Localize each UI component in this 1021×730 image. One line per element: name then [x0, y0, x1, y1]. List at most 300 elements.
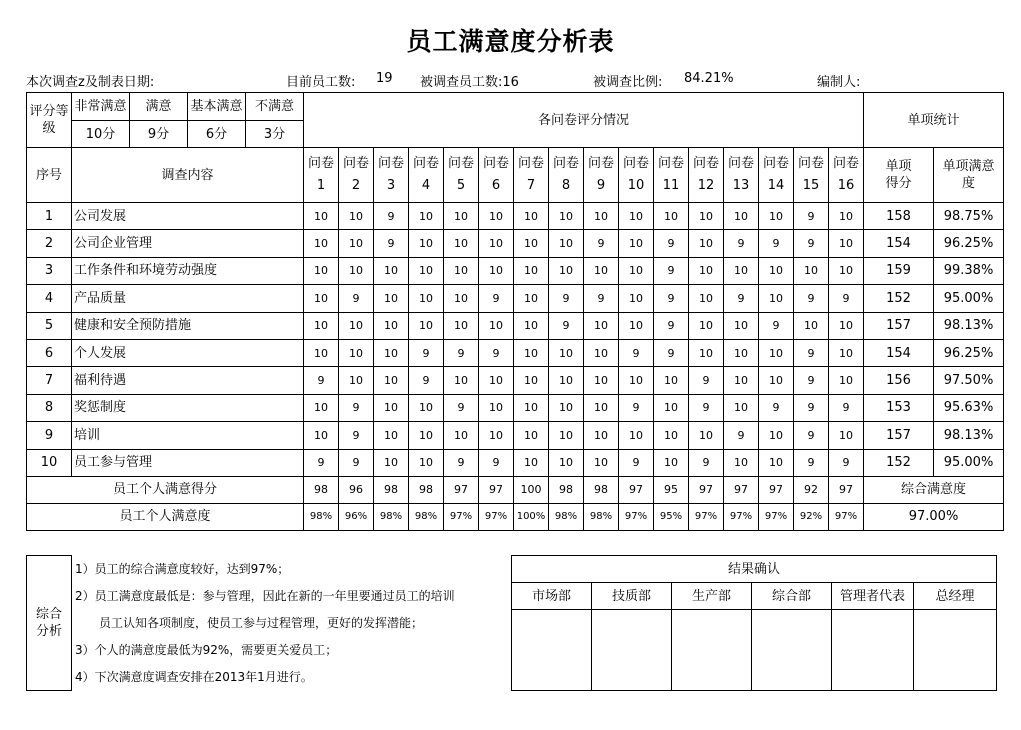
score-cell: 10 [374, 312, 409, 339]
score-cell: 9 [549, 285, 584, 312]
questionnaire-header [829, 148, 864, 203]
score-cell: 10 [584, 312, 619, 339]
score-cell: 10 [374, 339, 409, 366]
questionnaire-number: 12 [697, 178, 715, 193]
score-cell: 10 [724, 312, 759, 339]
row-item: 产品质量 [72, 285, 304, 312]
score-cell: 10 [374, 449, 409, 476]
score-cell: 10 [409, 230, 444, 257]
personal-pct-cell: 96% [339, 503, 374, 530]
ratio-label: 被调查比例: [593, 75, 663, 90]
score-cell: 9 [409, 367, 444, 394]
questionnaire-label: 问卷 [622, 156, 649, 171]
score-cell: 10 [619, 203, 654, 230]
personal-pct-cell: 97% [689, 503, 724, 530]
score-cell: 10 [514, 367, 549, 394]
score-cell: 10 [549, 257, 584, 284]
score-cell: 9 [724, 422, 759, 449]
score-cell: 10 [549, 449, 584, 476]
personal-score-row [27, 476, 1004, 503]
table-row [27, 257, 1004, 284]
personal-score-label: 员工个人满意得分 [27, 476, 304, 503]
score-cell: 9 [619, 339, 654, 366]
questionnaire-label: 问卷 [727, 156, 754, 171]
score-cell: 9 [654, 257, 689, 284]
score-cell: 9 [619, 394, 654, 421]
score-cell: 10 [619, 312, 654, 339]
questionnaire-header [409, 148, 444, 203]
table-row [27, 422, 1004, 449]
overall-value: 97.00% [864, 503, 1004, 530]
score-cell: 9 [584, 285, 619, 312]
score-cell: 10 [374, 394, 409, 421]
score-cell: 9 [304, 367, 339, 394]
table-row [27, 203, 1004, 230]
score-cell: 10 [654, 367, 689, 394]
item-score: 153 [864, 394, 934, 421]
questionnaire-number: 10 [627, 178, 645, 193]
score-cell: 10 [409, 285, 444, 312]
analysis-line: 员工认知各项制度，使员工参与过程管理，更好的发挥潜能； [72, 610, 512, 637]
questionnaire-header [619, 148, 654, 203]
questionnaire-header [689, 148, 724, 203]
score-cell: 10 [689, 422, 724, 449]
department-signature-cell[interactable] [592, 610, 672, 691]
score-cell: 10 [304, 339, 339, 366]
item-satisfaction: 98.75% [934, 203, 1004, 230]
score-cell: 10 [444, 203, 479, 230]
questionnaire-label: 问卷 [517, 156, 544, 171]
questionnaire-label: 问卷 [482, 156, 509, 171]
personal-score-cell: 98 [374, 476, 409, 503]
personal-pct-cell: 92% [794, 503, 829, 530]
score-cell: 10 [759, 285, 794, 312]
score-cell: 10 [619, 367, 654, 394]
questionnaire-header [444, 148, 479, 203]
row-item: 个人发展 [72, 339, 304, 366]
item-satisfaction: 95.63% [934, 394, 1004, 421]
row-item: 福利待遇 [72, 367, 304, 394]
row-index: 2 [27, 230, 72, 257]
personal-score-cell: 97 [689, 476, 724, 503]
item-score: 154 [864, 230, 934, 257]
score-cell: 10 [514, 257, 549, 284]
analysis-line: 2）员工满意度最低是：参与管理，因此在新的一年里要通过员工的培训 [72, 583, 512, 610]
questionnaire-label: 问卷 [552, 156, 579, 171]
questionnaire-number: 15 [802, 178, 820, 193]
score-cell: 9 [829, 285, 864, 312]
score-cell: 10 [549, 394, 584, 421]
score-cell: 10 [339, 203, 374, 230]
table-row [27, 230, 1004, 257]
questionnaire-label: 问卷 [447, 156, 474, 171]
table-row [27, 367, 1004, 394]
analysis-label: 综合分析 [27, 556, 72, 691]
score-cell: 10 [409, 422, 444, 449]
grade-level-name: 基本满意 [188, 93, 246, 121]
grade-label: 评分等级 [27, 93, 72, 148]
score-cell: 10 [584, 203, 619, 230]
row-index: 9 [27, 422, 72, 449]
score-cell: 10 [759, 367, 794, 394]
personal-pct-cell: 98% [374, 503, 409, 530]
personal-score-cell: 97 [829, 476, 864, 503]
score-cell: 10 [724, 449, 759, 476]
row-item: 奖惩制度 [72, 394, 304, 421]
score-cell: 9 [794, 367, 829, 394]
score-cell: 9 [829, 394, 864, 421]
score-cell: 10 [339, 312, 374, 339]
score-cell: 10 [829, 367, 864, 394]
item-score: 158 [864, 203, 934, 230]
personal-pct-cell: 98% [584, 503, 619, 530]
questionnaire-label: 问卷 [762, 156, 789, 171]
score-cell: 10 [619, 257, 654, 284]
item-satisfaction: 99.38% [934, 257, 1004, 284]
score-cell: 10 [304, 230, 339, 257]
questionnaire-number: 4 [421, 178, 431, 193]
row-index: 6 [27, 339, 72, 366]
row-index: 3 [27, 257, 72, 284]
questionnaire-header [374, 148, 409, 203]
questionnaire-number: 3 [386, 178, 396, 193]
item-score: 152 [864, 449, 934, 476]
score-cell: 9 [794, 339, 829, 366]
current-staff-label: 目前员工数: [286, 75, 356, 90]
score-cell: 9 [794, 422, 829, 449]
questionnaire-header [514, 148, 549, 203]
questionnaire-number: 2 [351, 178, 361, 193]
personal-pct-label: 员工个人满意度 [27, 503, 304, 530]
row-item: 健康和安全预防措施 [72, 312, 304, 339]
score-cell: 10 [479, 367, 514, 394]
item-score: 157 [864, 312, 934, 339]
score-cell: 10 [724, 203, 759, 230]
score-cell: 10 [444, 312, 479, 339]
score-cell: 10 [409, 449, 444, 476]
score-cell: 9 [689, 394, 724, 421]
questionnaire-label: 问卷 [342, 156, 369, 171]
analysis-table [26, 555, 997, 691]
score-cell: 10 [724, 339, 759, 366]
table-row [27, 339, 1004, 366]
score-cell: 9 [479, 449, 514, 476]
personal-pct-cell: 98% [549, 503, 584, 530]
personal-score-cell: 97 [479, 476, 514, 503]
score-cell: 10 [304, 312, 339, 339]
score-cell: 9 [479, 285, 514, 312]
score-cell: 10 [549, 203, 584, 230]
questionnaire-label: 问卷 [377, 156, 404, 171]
score-cell: 10 [409, 394, 444, 421]
grade-level-name: 不满意 [246, 93, 304, 121]
analysis-line: 1）员工的综合满意度较好，达到97%； [72, 556, 512, 583]
personal-score-cell: 98 [409, 476, 444, 503]
department-signature-cell[interactable] [512, 610, 592, 691]
score-cell: 10 [829, 422, 864, 449]
department-header: 综合部 [752, 583, 832, 610]
item-satisfaction: 98.13% [934, 312, 1004, 339]
row-index: 8 [27, 394, 72, 421]
score-cell: 10 [689, 285, 724, 312]
score-cell: 9 [794, 394, 829, 421]
score-cell: 9 [339, 449, 374, 476]
score-cell: 10 [339, 339, 374, 366]
questionnaire-number: 11 [662, 178, 680, 193]
ratio-value: 84.21% [684, 71, 734, 86]
surveyed-staff-label: 被调查员工数:16 [420, 75, 519, 90]
personal-pct-cell: 97% [724, 503, 759, 530]
score-cell: 9 [409, 339, 444, 366]
score-cell: 10 [619, 285, 654, 312]
score-cell: 10 [829, 230, 864, 257]
score-cell: 9 [444, 394, 479, 421]
score-cell: 10 [724, 367, 759, 394]
score-cell: 9 [654, 339, 689, 366]
questionnaire-label: 问卷 [587, 156, 614, 171]
questionnaire-header [304, 148, 339, 203]
survey-date-label: 本次调查z及制表日期: [26, 75, 155, 90]
row-item: 员工参与管理 [72, 449, 304, 476]
score-cell: 9 [689, 367, 724, 394]
row-index: 5 [27, 312, 72, 339]
questionnaire-number: 13 [732, 178, 750, 193]
personal-pct-cell: 97% [619, 503, 654, 530]
questionnaire-number: 1 [316, 178, 326, 193]
overall-label: 综合满意度 [864, 476, 1004, 503]
grade-level-score: 9分 [130, 121, 188, 148]
score-cell: 10 [514, 285, 549, 312]
questionnaire-header [339, 148, 374, 203]
personal-pct-cell: 98% [409, 503, 444, 530]
item-satisfaction: 95.00% [934, 285, 1004, 312]
score-cell: 9 [724, 230, 759, 257]
personal-pct-cell: 97% [479, 503, 514, 530]
analysis-line: 4）下次满意度调查安排在2013年1月进行。 [72, 664, 512, 691]
score-cell: 10 [584, 339, 619, 366]
personal-score-cell: 97 [724, 476, 759, 503]
score-cell: 10 [374, 422, 409, 449]
score-cell: 10 [829, 312, 864, 339]
score-cell: 9 [759, 394, 794, 421]
score-cell: 10 [689, 230, 724, 257]
personal-pct-row [27, 503, 1004, 530]
score-cell: 10 [339, 230, 374, 257]
score-cell: 9 [304, 449, 339, 476]
item-satisfaction: 96.25% [934, 230, 1004, 257]
department-signature-cell[interactable] [832, 610, 914, 691]
item-score: 156 [864, 367, 934, 394]
score-cell: 10 [514, 422, 549, 449]
score-cell: 10 [549, 422, 584, 449]
questionnaire-number: 16 [837, 178, 855, 193]
item-satisfaction: 96.25% [934, 339, 1004, 366]
score-cell: 9 [339, 422, 374, 449]
item-satisfaction-header: 单项满意度 [934, 148, 1004, 203]
score-cell: 10 [304, 285, 339, 312]
score-cell: 9 [759, 230, 794, 257]
score-cell: 9 [654, 285, 689, 312]
score-cell: 10 [619, 422, 654, 449]
item-score: 157 [864, 422, 934, 449]
personal-score-cell: 95 [654, 476, 689, 503]
score-cell: 9 [374, 230, 409, 257]
department-header: 技质部 [592, 583, 672, 610]
score-cell: 9 [654, 230, 689, 257]
personal-pct-cell: 98% [304, 503, 339, 530]
questionnaire-header [479, 148, 514, 203]
item-score: 152 [864, 285, 934, 312]
score-cell: 10 [479, 394, 514, 421]
item-score: 159 [864, 257, 934, 284]
department-signature-cell[interactable] [752, 610, 832, 691]
score-cell: 9 [829, 449, 864, 476]
score-cell: 10 [654, 394, 689, 421]
score-cell: 10 [654, 203, 689, 230]
score-cell: 9 [794, 285, 829, 312]
questionnaire-header [759, 148, 794, 203]
score-cell: 10 [724, 257, 759, 284]
score-cell: 10 [759, 203, 794, 230]
personal-score-cell: 98 [304, 476, 339, 503]
score-cell: 10 [584, 422, 619, 449]
personal-pct-cell: 97% [829, 503, 864, 530]
row-index: 7 [27, 367, 72, 394]
score-cell: 10 [304, 422, 339, 449]
row-index: 10 [27, 449, 72, 476]
score-cell: 10 [549, 339, 584, 366]
department-signature-cell[interactable] [672, 610, 752, 691]
personal-score-cell: 97 [444, 476, 479, 503]
table-row [27, 449, 1004, 476]
score-cell: 9 [549, 312, 584, 339]
questionnaire-label: 问卷 [307, 156, 334, 171]
item-score-header: 单项得分 [864, 148, 934, 203]
section-title: 各问卷评分情况 [304, 93, 864, 148]
score-cell: 10 [759, 422, 794, 449]
score-cell: 10 [409, 203, 444, 230]
questionnaire-number: 7 [526, 178, 536, 193]
index-header: 序号 [27, 148, 72, 203]
score-cell: 9 [339, 394, 374, 421]
score-cell: 10 [374, 367, 409, 394]
table-row [27, 285, 1004, 312]
score-cell: 9 [444, 339, 479, 366]
single-stats-header: 单项统计 [864, 93, 1004, 148]
score-cell: 10 [689, 203, 724, 230]
personal-score-cell: 100 [514, 476, 549, 503]
questionnaire-header [654, 148, 689, 203]
score-cell: 10 [374, 285, 409, 312]
score-cell: 10 [444, 367, 479, 394]
score-cell: 9 [584, 230, 619, 257]
table-row [27, 394, 1004, 421]
score-cell: 9 [374, 203, 409, 230]
score-cell: 9 [654, 312, 689, 339]
score-cell: 10 [339, 367, 374, 394]
score-cell: 10 [514, 394, 549, 421]
row-index: 1 [27, 203, 72, 230]
grade-level-score: 10分 [72, 121, 130, 148]
score-cell: 10 [829, 257, 864, 284]
questionnaire-number: 5 [456, 178, 466, 193]
questionnaire-label: 问卷 [797, 156, 824, 171]
personal-pct-cell: 95% [654, 503, 689, 530]
score-cell: 9 [479, 339, 514, 366]
personal-score-cell: 97 [759, 476, 794, 503]
item-satisfaction: 95.00% [934, 449, 1004, 476]
department-header: 生产部 [672, 583, 752, 610]
row-item: 公司企业管理 [72, 230, 304, 257]
questionnaire-label: 问卷 [657, 156, 684, 171]
score-cell: 10 [409, 257, 444, 284]
questionnaire-header [724, 148, 759, 203]
department-header: 市场部 [512, 583, 592, 610]
row-index: 4 [27, 285, 72, 312]
score-cell: 10 [479, 230, 514, 257]
score-cell: 10 [794, 257, 829, 284]
score-cell: 10 [479, 257, 514, 284]
page-title: 员工满意度分析表 [406, 27, 615, 56]
score-cell: 10 [374, 257, 409, 284]
score-cell: 10 [829, 339, 864, 366]
score-cell: 10 [619, 230, 654, 257]
score-cell: 10 [304, 257, 339, 284]
personal-score-cell: 96 [339, 476, 374, 503]
department-header: 管理者代表 [832, 583, 914, 610]
personal-score-cell: 98 [584, 476, 619, 503]
score-cell: 10 [514, 449, 549, 476]
score-cell: 10 [584, 394, 619, 421]
personal-pct-cell: 97% [759, 503, 794, 530]
personal-pct-cell: 97% [444, 503, 479, 530]
confirm-title: 结果确认 [512, 556, 997, 583]
personal-score-cell: 92 [794, 476, 829, 503]
score-cell: 10 [549, 367, 584, 394]
row-item: 培训 [72, 422, 304, 449]
questionnaire-number: 6 [491, 178, 501, 193]
score-cell: 9 [444, 449, 479, 476]
questionnaire-header [794, 148, 829, 203]
item-score: 154 [864, 339, 934, 366]
score-cell: 10 [479, 203, 514, 230]
score-cell: 9 [759, 312, 794, 339]
score-cell: 10 [514, 203, 549, 230]
department-signature-cell[interactable] [914, 610, 997, 691]
analysis-line: 3）个人的满意度最低为92%，需要更关爱员工； [72, 637, 512, 664]
personal-pct-cell: 100% [514, 503, 549, 530]
score-cell: 10 [444, 285, 479, 312]
personal-score-cell: 97 [619, 476, 654, 503]
score-cell: 10 [444, 422, 479, 449]
score-cell: 10 [654, 422, 689, 449]
score-cell: 10 [514, 312, 549, 339]
grade-level-name: 非常满意 [72, 93, 130, 121]
questionnaire-number: 14 [767, 178, 785, 193]
score-cell: 10 [794, 312, 829, 339]
table-row [27, 312, 1004, 339]
score-cell: 10 [689, 339, 724, 366]
score-cell: 10 [689, 257, 724, 284]
survey-table [26, 92, 1004, 531]
score-cell: 10 [339, 257, 374, 284]
score-cell: 9 [794, 449, 829, 476]
score-cell: 10 [829, 203, 864, 230]
score-cell: 10 [724, 394, 759, 421]
score-cell: 10 [549, 230, 584, 257]
score-cell: 9 [619, 449, 654, 476]
score-cell: 10 [304, 394, 339, 421]
